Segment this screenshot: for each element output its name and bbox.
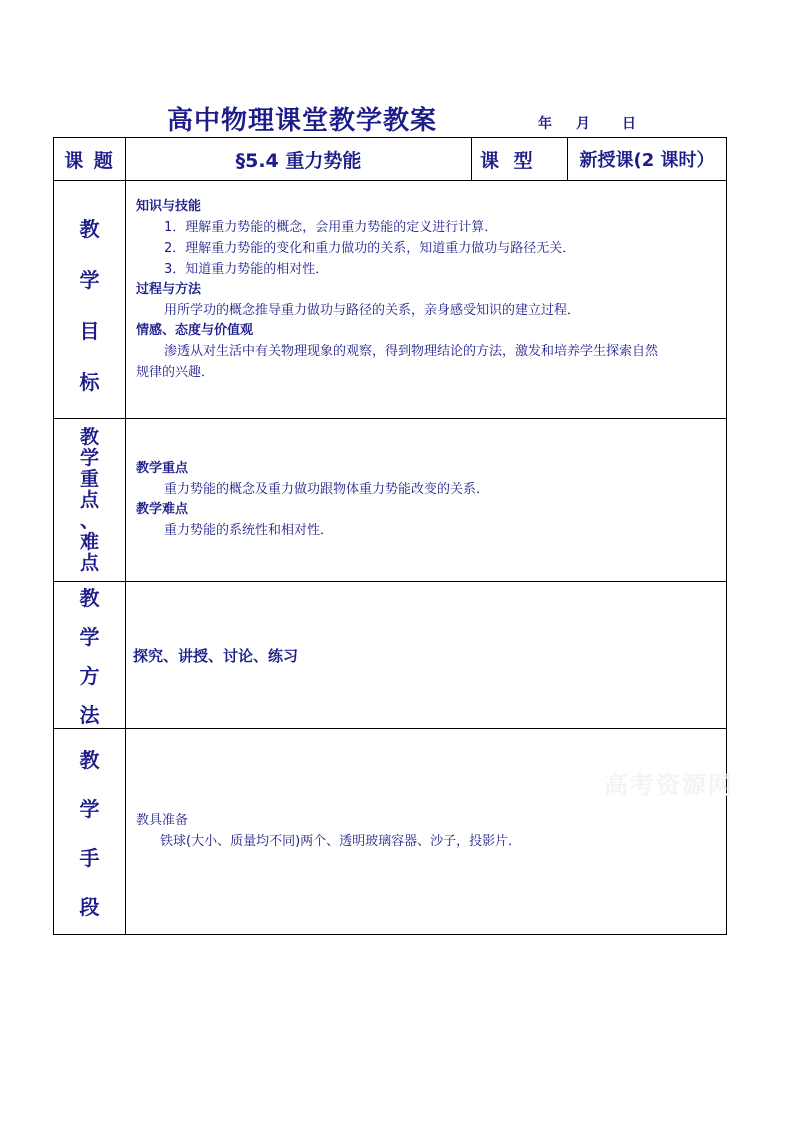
focus-text: 重力势能的概念及重力做功跟物体重力势能改变的关系． — [164, 482, 490, 497]
means-row — [54, 729, 727, 935]
watermark: 高考资源网 — [604, 771, 734, 799]
objective-line: 3．知道重力势能的相对性． — [164, 262, 329, 277]
methods-side-label: 教 学 方 法 — [54, 582, 126, 729]
key-points-row — [54, 419, 727, 582]
section-knowledge-title: 知识与技能 — [136, 199, 202, 214]
year-label: 年 — [538, 116, 552, 132]
page-title: 高中物理课堂教学教案 — [167, 106, 438, 136]
methods-text: 探究、讲授、讨论、练习 — [133, 646, 299, 665]
header-row — [54, 138, 727, 181]
topic-label: 课 题 — [54, 138, 126, 181]
means-side-label: 教 学 手 段 — [54, 729, 126, 935]
objective-line: 1．理解重力势能的概念，会用重力势能的定义进行计算． — [164, 220, 498, 235]
objectives-content — [126, 181, 727, 419]
objective-line: 2．理解重力势能的变化和重力做功的关系，知道重力做功与路径无关． — [164, 241, 576, 256]
type-label: 课 型 — [472, 138, 568, 181]
objective-line: 用所学功的概念推导重力做功与路径的关系，亲身感受知识的建立过程． — [164, 303, 581, 318]
objectives-side-label: 教 学 目 标 — [54, 181, 126, 419]
objective-line-continued: 规律的兴趣． — [136, 365, 215, 380]
lesson-plan-table — [53, 137, 727, 935]
section-process-title: 过程与方法 — [136, 282, 202, 297]
difficulty-title: 教学难点 — [136, 502, 189, 517]
means-text: 铁球(大小、质量均不同)两个、透明玻璃容器、沙子，投影片． — [160, 834, 522, 849]
means-title: 教具准备 — [136, 813, 189, 828]
objective-line: 渗透从对生活中有关物理现象的观察，得到物理结论的方法，激发和培养学生探索自然 — [164, 344, 659, 359]
type-value: 新授课(2 课时） — [568, 138, 727, 181]
topic-value: §5.4 重力势能 — [126, 138, 472, 181]
month-label: 月 — [576, 116, 590, 132]
date-line — [538, 113, 636, 133]
objectives-row — [54, 181, 727, 419]
means-content — [126, 729, 727, 935]
day-label: 日 — [622, 116, 636, 132]
key-points-side-label: 教 学 重 点 、 难 点 — [54, 419, 126, 582]
methods-row — [54, 582, 727, 729]
focus-title: 教学重点 — [136, 461, 189, 476]
key-points-content — [126, 419, 727, 582]
methods-content — [126, 582, 727, 729]
difficulty-text: 重力势能的系统性和相对性． — [164, 523, 334, 538]
section-emotion-title: 情感、态度与价值观 — [136, 323, 254, 338]
